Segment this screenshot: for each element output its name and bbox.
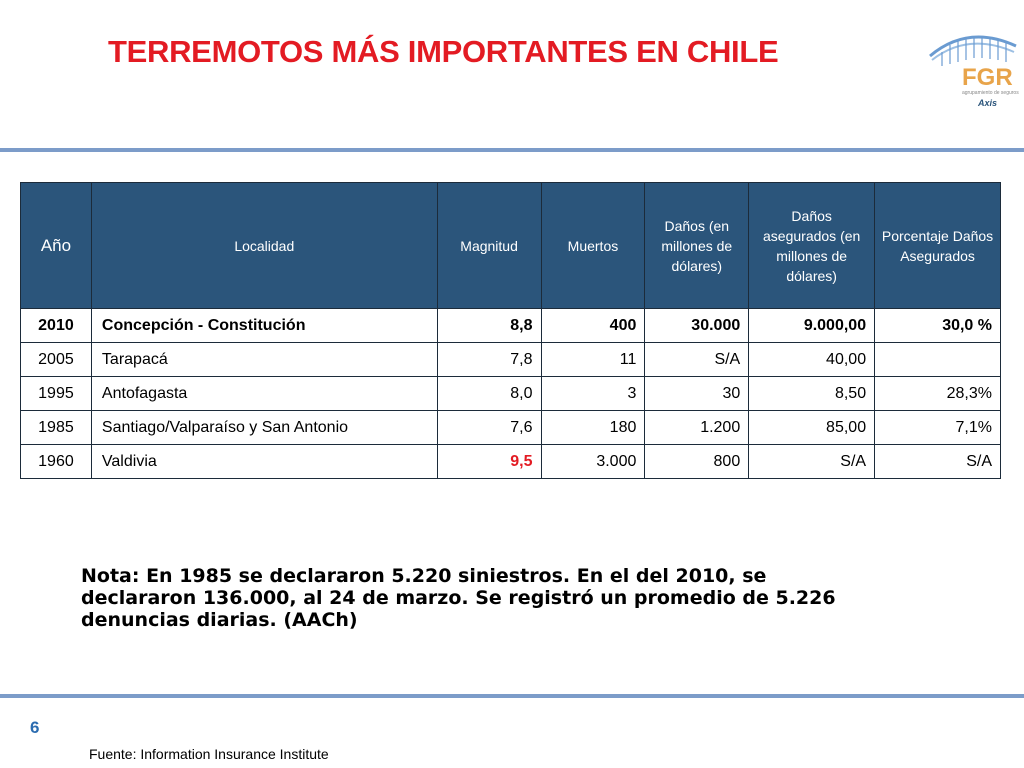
bottom-divider — [0, 694, 1024, 698]
cell-location: Tarapacá — [91, 343, 437, 377]
table-header-row — [21, 183, 1001, 309]
cell-magnitude: 7,8 — [437, 343, 541, 377]
cell-location: Antofagasta — [91, 377, 437, 411]
cell-percent: 28,3% — [875, 377, 1001, 411]
header-insured: Daños asegurados (en millones de dólares) — [749, 183, 875, 309]
table-row — [21, 445, 1001, 479]
table-row — [21, 309, 1001, 343]
cell-damages: 30 — [645, 377, 749, 411]
header-percent: Porcentaje Daños Asegurados — [875, 183, 1001, 309]
logo-subtitle: agrupamiento de seguros — [962, 90, 1019, 96]
cell-damages: 1.200 — [645, 411, 749, 445]
cell-magnitude: 8,8 — [437, 309, 541, 343]
header-damages: Daños (en millones de dólares) — [645, 183, 749, 309]
bridge-logo-icon — [928, 26, 1020, 112]
page-number: 6 — [30, 718, 40, 737]
cell-insured: S/A — [749, 445, 875, 479]
cell-insured: 8,50 — [749, 377, 875, 411]
cell-year: 2010 — [21, 309, 92, 343]
cell-percent: 7,1% — [875, 411, 1001, 445]
table-row — [21, 377, 1001, 411]
cell-location: Concepción - Constitución — [91, 309, 437, 343]
cell-percent: 30,0 % — [875, 309, 1001, 343]
cell-year: 1960 — [21, 445, 92, 479]
cell-damages: 30.000 — [645, 309, 749, 343]
source-text: Fuente: Information Insurance Institute — [89, 746, 329, 762]
fgr-logo — [928, 26, 1020, 112]
logo-subbrand: Axis — [978, 98, 998, 108]
cell-year: 1995 — [21, 377, 92, 411]
note-text: Nota: En 1985 se declararon 5.220 siniestros. En el del 2010, se declararon 136.000, al 24 de marzo. Se registró un promedio de 5.226 denuncias diarias. (AACh) — [81, 565, 836, 631]
cell-insured: 85,00 — [749, 411, 875, 445]
cell-deaths: 400 — [541, 309, 645, 343]
cell-insured: 40,00 — [749, 343, 875, 377]
header-magnitude: Magnitud — [437, 183, 541, 309]
cell-deaths: 3 — [541, 377, 645, 411]
cell-damages: S/A — [645, 343, 749, 377]
slide-title: TERREMOTOS MÁS IMPORTANTES EN CHILE — [108, 34, 779, 69]
top-divider — [0, 148, 1024, 152]
header-deaths: Muertos — [541, 183, 645, 309]
cell-deaths: 11 — [541, 343, 645, 377]
cell-percent: S/A — [875, 445, 1001, 479]
cell-year: 1985 — [21, 411, 92, 445]
cell-insured: 9.000,00 — [749, 309, 875, 343]
cell-magnitude: 7,6 — [437, 411, 541, 445]
cell-magnitude-highlight: 9,5 — [437, 445, 541, 479]
earthquakes-table — [20, 182, 1001, 479]
cell-magnitude: 8,0 — [437, 377, 541, 411]
cell-percent — [875, 343, 1001, 377]
cell-deaths: 3.000 — [541, 445, 645, 479]
header-year: Año — [21, 183, 92, 309]
cell-year: 2005 — [21, 343, 92, 377]
cell-location: Valdivia — [91, 445, 437, 479]
cell-location: Santiago/Valparaíso y San Antonio — [91, 411, 437, 445]
header-location: Localidad — [91, 183, 437, 309]
table-row — [21, 411, 1001, 445]
cell-damages: 800 — [645, 445, 749, 479]
logo-text: FGR — [962, 64, 1013, 91]
table-row — [21, 343, 1001, 377]
cell-deaths: 180 — [541, 411, 645, 445]
